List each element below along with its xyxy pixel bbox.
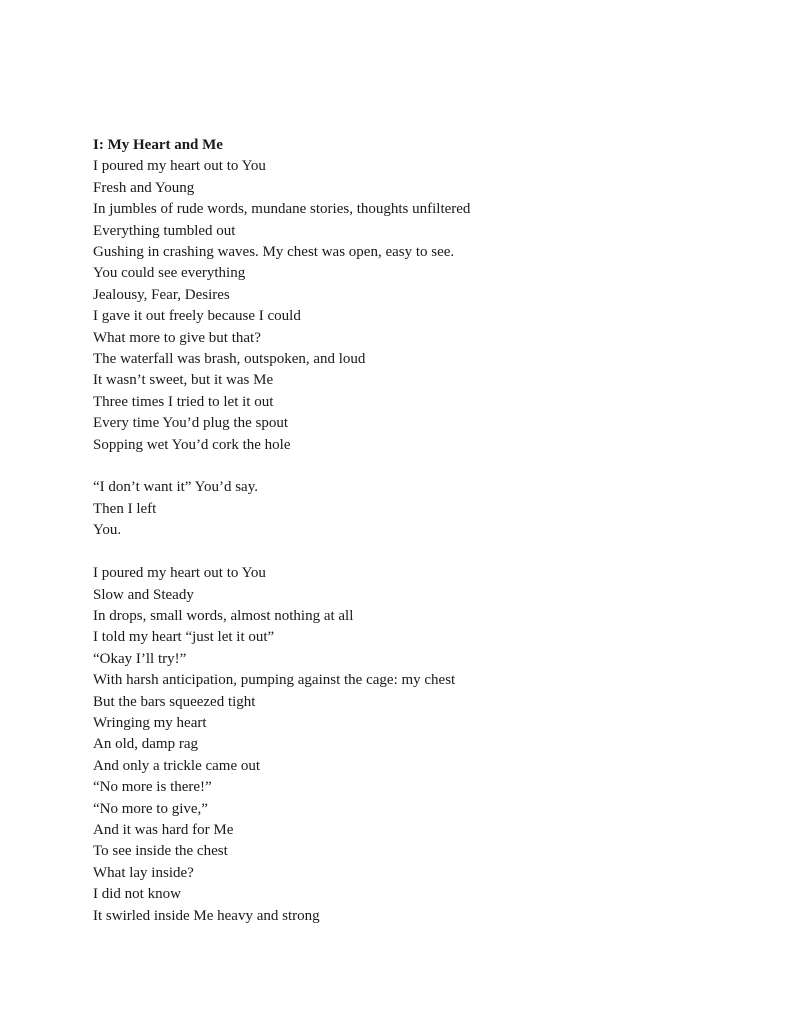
poem-line: “Okay I’ll try!” bbox=[93, 650, 187, 667]
poem-line: With harsh anticipation, pumping against the cage: my chest bbox=[93, 672, 456, 689]
poem-line: I gave it out freely because I could bbox=[93, 308, 301, 325]
poem-line: It wasn’t sweet, but it was Me bbox=[93, 372, 274, 389]
poem-line: Wringing my heart bbox=[93, 714, 207, 731]
poem-line: I told my heart “just let it out” bbox=[93, 629, 275, 646]
poem-title: I: My Heart and Me bbox=[93, 137, 223, 153]
stanza-1 bbox=[93, 156, 733, 456]
poem-line: What more to give but that? bbox=[93, 329, 261, 346]
poem-body bbox=[93, 135, 733, 927]
poem-line: And only a trickle came out bbox=[93, 757, 261, 774]
poem-line: Slow and Steady bbox=[93, 586, 194, 603]
poem-line: In drops, small words, almost nothing at all bbox=[93, 607, 354, 624]
stanza-3 bbox=[93, 563, 733, 927]
poem-line: An old, damp rag bbox=[93, 736, 198, 753]
poem-line: Sopping wet You’d cork the hole bbox=[93, 436, 291, 453]
stanza-2 bbox=[93, 477, 733, 541]
poem-line: I poured my heart out to You bbox=[93, 158, 266, 175]
poem-line: But the bars squeezed tight bbox=[93, 693, 256, 710]
poem-line: Everything tumbled out bbox=[93, 222, 236, 239]
poem-line: The waterfall was brash, outspoken, and loud bbox=[93, 351, 366, 368]
poem-line: “I don’t want it” You’d say. bbox=[93, 479, 258, 496]
poem-line: And it was hard for Me bbox=[93, 821, 234, 838]
poem-line: “No more is there!” bbox=[93, 779, 212, 796]
poem-stanzas bbox=[93, 156, 733, 927]
poem-line: Fresh and Young bbox=[93, 179, 195, 196]
stanza-gap bbox=[93, 542, 733, 563]
poem-line: I did not know bbox=[93, 886, 181, 903]
poem-line: You could see everything bbox=[93, 265, 246, 282]
poem-line: Every time You’d plug the spout bbox=[93, 415, 288, 432]
poem-line: I poured my heart out to You bbox=[93, 565, 266, 582]
poem-line: Jealousy, Fear, Desires bbox=[93, 286, 230, 303]
poem-line: You. bbox=[93, 522, 122, 539]
poem-line: It swirled inside Me heavy and strong bbox=[93, 907, 320, 924]
poem-line: Gushing in crashing waves. My chest was open, easy to see. bbox=[93, 244, 455, 261]
poem-line: Then I left bbox=[93, 500, 157, 517]
poem-line: “No more to give,” bbox=[93, 800, 208, 817]
poem-line: What lay inside? bbox=[93, 864, 194, 881]
poem-line: To see inside the chest bbox=[93, 843, 228, 860]
poem-line: In jumbles of rude words, mundane stories, thoughts unfiltered bbox=[93, 201, 471, 218]
stanza-gap bbox=[93, 456, 733, 477]
poem-line: Three times I tried to let it out bbox=[93, 393, 274, 410]
